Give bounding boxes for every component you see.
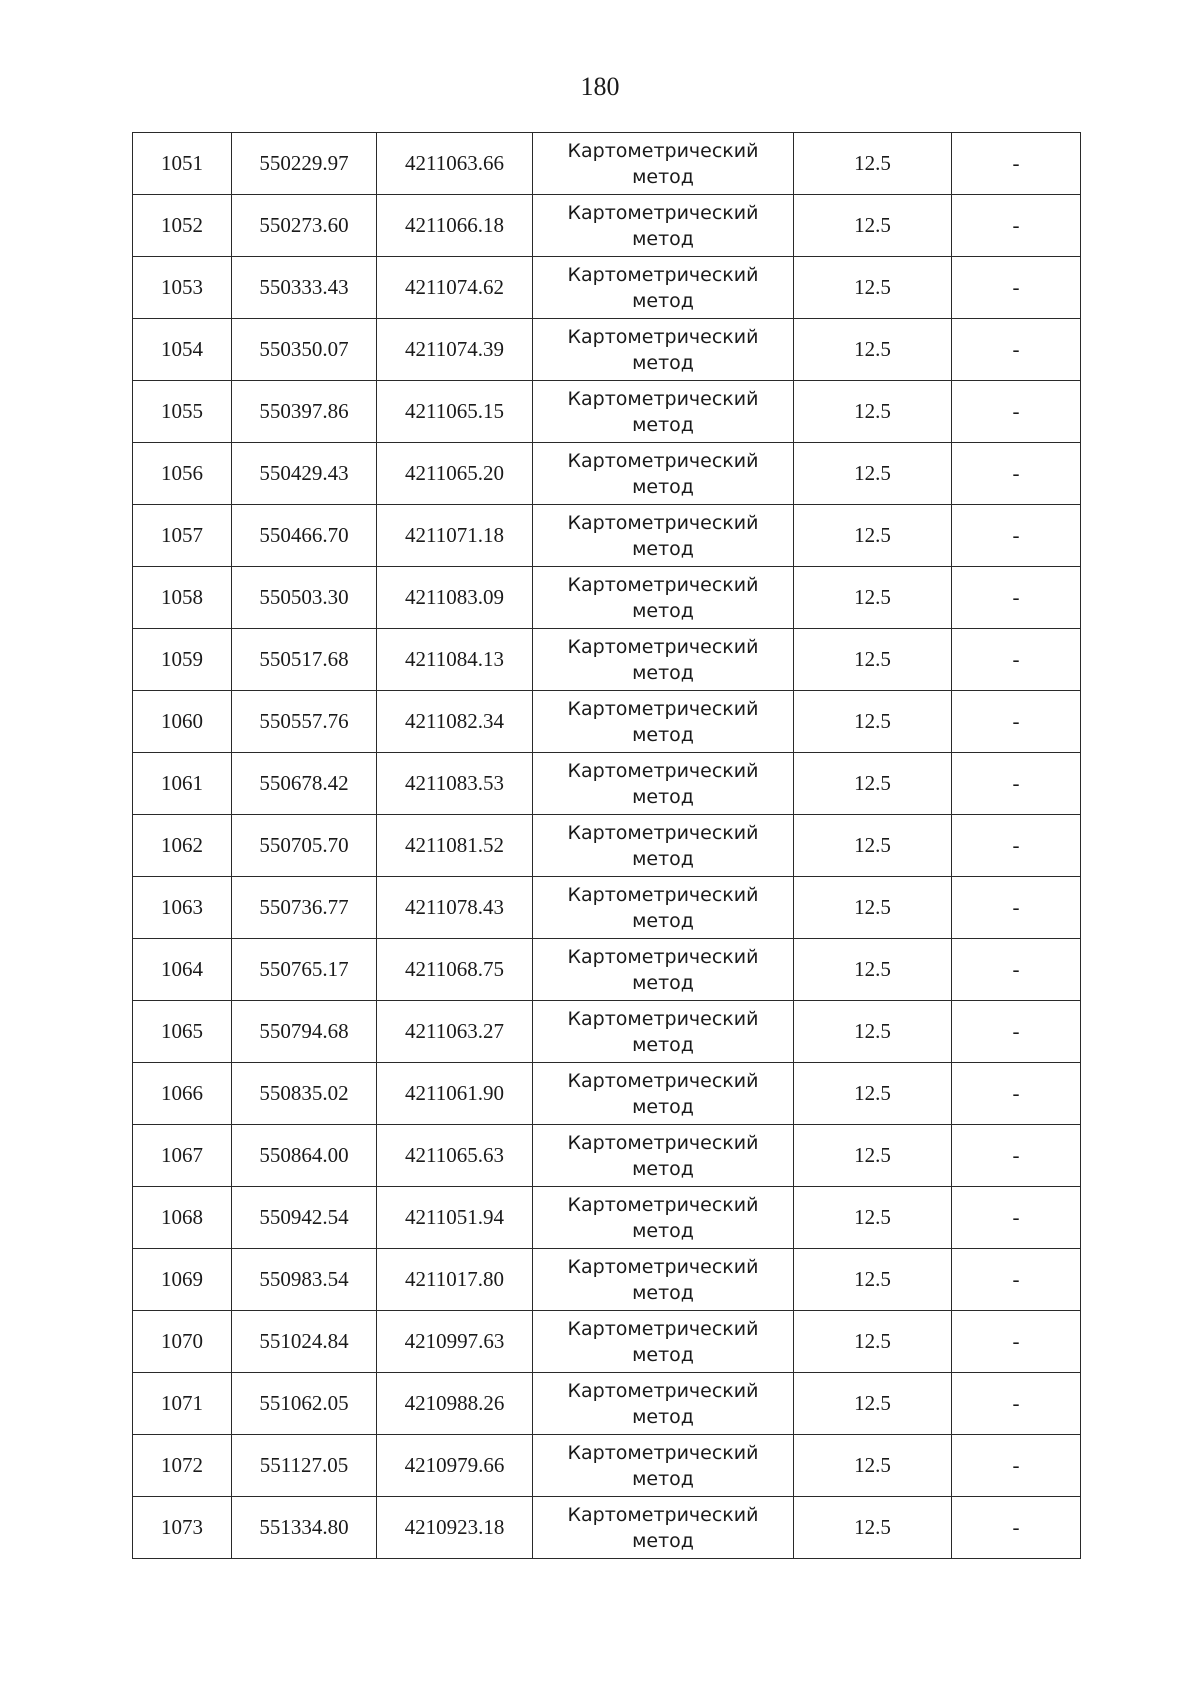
method-cell: [533, 1373, 794, 1435]
method-cell: [533, 381, 794, 443]
accuracy-cell: 12.5: [794, 1063, 952, 1125]
y-coordinate-cell: 4210997.63: [377, 1311, 533, 1373]
table-row: [133, 195, 1081, 257]
point-number-cell: 1060: [133, 691, 232, 753]
point-number-cell: 1073: [133, 1497, 232, 1559]
y-coordinate-cell: 4211065.15: [377, 381, 533, 443]
y-coordinate-cell: 4211074.62: [377, 257, 533, 319]
method-line-2: метод: [632, 227, 694, 250]
method-line-2: метод: [632, 909, 694, 932]
accuracy-cell: 12.5: [794, 1001, 952, 1063]
y-coordinate-cell: 4210979.66: [377, 1435, 533, 1497]
method-line-2: метод: [632, 1467, 694, 1490]
method-line-2: метод: [632, 165, 694, 188]
method-line-1: Картометрический: [567, 449, 759, 472]
x-coordinate-cell: 550557.76: [232, 691, 377, 753]
method-line-2: метод: [632, 1219, 694, 1242]
table-row: [133, 567, 1081, 629]
x-coordinate-cell: 550678.42: [232, 753, 377, 815]
method-line-1: Картометрический: [567, 511, 759, 534]
method-cell: [533, 133, 794, 195]
accuracy-cell: 12.5: [794, 753, 952, 815]
table-row: [133, 443, 1081, 505]
y-coordinate-cell: 4211074.39: [377, 319, 533, 381]
y-coordinate-cell: 4211071.18: [377, 505, 533, 567]
page-number: 180: [580, 72, 620, 101]
accuracy-cell: 12.5: [794, 257, 952, 319]
table-row: [133, 691, 1081, 753]
method-line-2: метод: [632, 1405, 694, 1428]
x-coordinate-cell: 550942.54: [232, 1187, 377, 1249]
point-number-cell: 1064: [133, 939, 232, 1001]
y-coordinate-cell: 4211061.90: [377, 1063, 533, 1125]
method-line-1: Картометрический: [567, 697, 759, 720]
point-number-cell: 1065: [133, 1001, 232, 1063]
method-line-1: Картометрический: [567, 1441, 759, 1464]
note-cell: -: [952, 1249, 1081, 1311]
table-row: [133, 319, 1081, 381]
method-line-1: Картометрический: [567, 263, 759, 286]
table-row: [133, 815, 1081, 877]
note-cell: -: [952, 443, 1081, 505]
x-coordinate-cell: 550429.43: [232, 443, 377, 505]
method-line-1: Картометрический: [567, 139, 759, 162]
accuracy-cell: 12.5: [794, 815, 952, 877]
point-number-cell: 1061: [133, 753, 232, 815]
note-cell: -: [952, 1435, 1081, 1497]
note-cell: -: [952, 629, 1081, 691]
method-cell: [533, 877, 794, 939]
note-cell: -: [952, 195, 1081, 257]
method-line-1: Картометрический: [567, 1503, 759, 1526]
table-row: [133, 1187, 1081, 1249]
method-line-1: Картометрический: [567, 1131, 759, 1154]
note-cell: -: [952, 1063, 1081, 1125]
point-number-cell: 1055: [133, 381, 232, 443]
table-row: [133, 1435, 1081, 1497]
accuracy-cell: 12.5: [794, 505, 952, 567]
y-coordinate-cell: 4211083.09: [377, 567, 533, 629]
table-row: [133, 939, 1081, 1001]
method-line-1: Картометрический: [567, 201, 759, 224]
point-number-cell: 1070: [133, 1311, 232, 1373]
method-line-1: Картометрический: [567, 883, 759, 906]
accuracy-cell: 12.5: [794, 195, 952, 257]
x-coordinate-cell: 550229.97: [232, 133, 377, 195]
accuracy-cell: 12.5: [794, 1435, 952, 1497]
point-number-cell: 1068: [133, 1187, 232, 1249]
x-coordinate-cell: 550983.54: [232, 1249, 377, 1311]
y-coordinate-cell: 4211078.43: [377, 877, 533, 939]
method-line-2: метод: [632, 351, 694, 374]
point-number-cell: 1054: [133, 319, 232, 381]
accuracy-cell: 12.5: [794, 133, 952, 195]
table-row: [133, 753, 1081, 815]
note-cell: -: [952, 753, 1081, 815]
method-cell: [533, 1063, 794, 1125]
note-cell: -: [952, 133, 1081, 195]
point-number-cell: 1056: [133, 443, 232, 505]
method-line-2: метод: [632, 971, 694, 994]
y-coordinate-cell: 4210988.26: [377, 1373, 533, 1435]
method-line-2: метод: [632, 723, 694, 746]
y-coordinate-cell: 4211068.75: [377, 939, 533, 1001]
method-cell: [533, 629, 794, 691]
method-cell: [533, 1001, 794, 1063]
x-coordinate-cell: 550794.68: [232, 1001, 377, 1063]
table-row: [133, 1001, 1081, 1063]
method-cell: [533, 1497, 794, 1559]
method-cell: [533, 939, 794, 1001]
method-line-2: метод: [632, 599, 694, 622]
accuracy-cell: 12.5: [794, 443, 952, 505]
method-line-2: метод: [632, 785, 694, 808]
coordinates-table-body: [133, 133, 1081, 1559]
x-coordinate-cell: 550397.86: [232, 381, 377, 443]
accuracy-cell: 12.5: [794, 1187, 952, 1249]
method-cell: [533, 1435, 794, 1497]
point-number-cell: 1067: [133, 1125, 232, 1187]
note-cell: -: [952, 1373, 1081, 1435]
point-number-cell: 1066: [133, 1063, 232, 1125]
note-cell: -: [952, 505, 1081, 567]
y-coordinate-cell: 4211063.66: [377, 133, 533, 195]
accuracy-cell: 12.5: [794, 877, 952, 939]
note-cell: -: [952, 691, 1081, 753]
x-coordinate-cell: 550273.60: [232, 195, 377, 257]
table-row: [133, 381, 1081, 443]
method-line-2: метод: [632, 1095, 694, 1118]
table-row: [133, 1497, 1081, 1559]
x-coordinate-cell: 551062.05: [232, 1373, 377, 1435]
method-line-1: Картометрический: [567, 945, 759, 968]
method-line-1: Картометрический: [567, 821, 759, 844]
method-cell: [533, 1311, 794, 1373]
table-row: [133, 1373, 1081, 1435]
method-cell: [533, 1187, 794, 1249]
method-cell: [533, 753, 794, 815]
x-coordinate-cell: 550765.17: [232, 939, 377, 1001]
x-coordinate-cell: 550517.68: [232, 629, 377, 691]
method-line-1: Картометрический: [567, 1007, 759, 1030]
note-cell: -: [952, 1001, 1081, 1063]
method-line-2: метод: [632, 475, 694, 498]
accuracy-cell: 12.5: [794, 1497, 952, 1559]
accuracy-cell: 12.5: [794, 381, 952, 443]
method-line-1: Картометрический: [567, 325, 759, 348]
table-row: [133, 505, 1081, 567]
x-coordinate-cell: 550333.43: [232, 257, 377, 319]
table-row: [133, 1063, 1081, 1125]
x-coordinate-cell: 550835.02: [232, 1063, 377, 1125]
method-line-2: метод: [632, 1529, 694, 1552]
y-coordinate-cell: 4211051.94: [377, 1187, 533, 1249]
method-line-2: метод: [632, 847, 694, 870]
point-number-cell: 1052: [133, 195, 232, 257]
note-cell: -: [952, 1311, 1081, 1373]
point-number-cell: 1062: [133, 815, 232, 877]
y-coordinate-cell: 4211017.80: [377, 1249, 533, 1311]
method-cell: [533, 691, 794, 753]
accuracy-cell: 12.5: [794, 1373, 952, 1435]
method-line-1: Картометрический: [567, 1193, 759, 1216]
x-coordinate-cell: 550705.70: [232, 815, 377, 877]
accuracy-cell: 12.5: [794, 939, 952, 1001]
table-row: [133, 877, 1081, 939]
x-coordinate-cell: 550466.70: [232, 505, 377, 567]
point-number-cell: 1051: [133, 133, 232, 195]
accuracy-cell: 12.5: [794, 629, 952, 691]
table-row: [133, 133, 1081, 195]
coordinates-table: [132, 132, 1081, 1559]
accuracy-cell: 12.5: [794, 1125, 952, 1187]
method-line-2: метод: [632, 1343, 694, 1366]
point-number-cell: 1069: [133, 1249, 232, 1311]
note-cell: -: [952, 815, 1081, 877]
method-cell: [533, 257, 794, 319]
method-line-2: метод: [632, 289, 694, 312]
point-number-cell: 1058: [133, 567, 232, 629]
method-line-1: Картометрический: [567, 1379, 759, 1402]
method-line-1: Картометрический: [567, 635, 759, 658]
method-cell: [533, 505, 794, 567]
method-line-1: Картометрический: [567, 759, 759, 782]
table-row: [133, 629, 1081, 691]
x-coordinate-cell: 551024.84: [232, 1311, 377, 1373]
x-coordinate-cell: 550503.30: [232, 567, 377, 629]
x-coordinate-cell: 550350.07: [232, 319, 377, 381]
method-line-2: метод: [632, 661, 694, 684]
point-number-cell: 1059: [133, 629, 232, 691]
y-coordinate-cell: 4211066.18: [377, 195, 533, 257]
note-cell: -: [952, 939, 1081, 1001]
table-row: [133, 1311, 1081, 1373]
y-coordinate-cell: 4211065.63: [377, 1125, 533, 1187]
accuracy-cell: 12.5: [794, 319, 952, 381]
method-line-1: Картометрический: [567, 387, 759, 410]
y-coordinate-cell: 4211082.34: [377, 691, 533, 753]
method-cell: [533, 815, 794, 877]
note-cell: -: [952, 257, 1081, 319]
method-line-1: Картометрический: [567, 1255, 759, 1278]
method-line-2: метод: [632, 1157, 694, 1180]
note-cell: -: [952, 877, 1081, 939]
point-number-cell: 1063: [133, 877, 232, 939]
point-number-cell: 1072: [133, 1435, 232, 1497]
x-coordinate-cell: 550864.00: [232, 1125, 377, 1187]
point-number-cell: 1053: [133, 257, 232, 319]
x-coordinate-cell: 550736.77: [232, 877, 377, 939]
y-coordinate-cell: 4211083.53: [377, 753, 533, 815]
method-cell: [533, 319, 794, 381]
accuracy-cell: 12.5: [794, 567, 952, 629]
method-line-2: метод: [632, 1281, 694, 1304]
accuracy-cell: 12.5: [794, 1311, 952, 1373]
point-number-cell: 1057: [133, 505, 232, 567]
method-cell: [533, 195, 794, 257]
method-line-2: метод: [632, 413, 694, 436]
table-row: [133, 1249, 1081, 1311]
note-cell: -: [952, 381, 1081, 443]
accuracy-cell: 12.5: [794, 691, 952, 753]
accuracy-cell: 12.5: [794, 1249, 952, 1311]
method-cell: [533, 1249, 794, 1311]
note-cell: -: [952, 567, 1081, 629]
method-line-2: метод: [632, 1033, 694, 1056]
note-cell: -: [952, 1187, 1081, 1249]
note-cell: -: [952, 1497, 1081, 1559]
method-line-1: Картометрический: [567, 573, 759, 596]
y-coordinate-cell: 4210923.18: [377, 1497, 533, 1559]
method-cell: [533, 567, 794, 629]
y-coordinate-cell: 4211081.52: [377, 815, 533, 877]
table-row: [133, 257, 1081, 319]
x-coordinate-cell: 551127.05: [232, 1435, 377, 1497]
x-coordinate-cell: 551334.80: [232, 1497, 377, 1559]
method-cell: [533, 1125, 794, 1187]
table-row: [133, 1125, 1081, 1187]
method-cell: [533, 443, 794, 505]
method-line-1: Картометрический: [567, 1069, 759, 1092]
y-coordinate-cell: 4211065.20: [377, 443, 533, 505]
note-cell: -: [952, 319, 1081, 381]
point-number-cell: 1071: [133, 1373, 232, 1435]
method-line-1: Картометрический: [567, 1317, 759, 1340]
y-coordinate-cell: 4211063.27: [377, 1001, 533, 1063]
note-cell: -: [952, 1125, 1081, 1187]
method-line-2: метод: [632, 537, 694, 560]
y-coordinate-cell: 4211084.13: [377, 629, 533, 691]
